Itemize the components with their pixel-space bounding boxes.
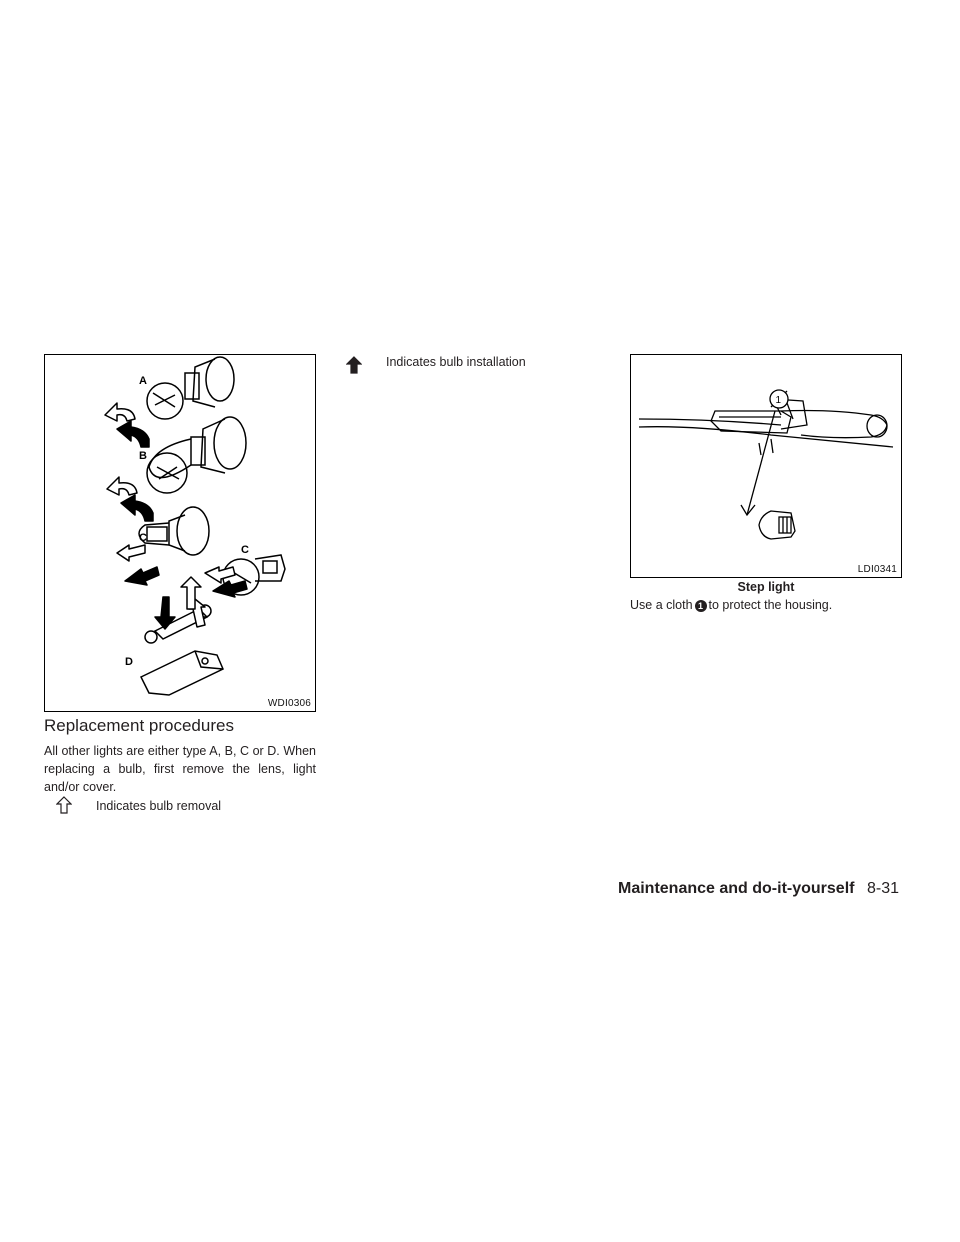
bulb-d-illustration (141, 605, 223, 695)
section-heading: Replacement procedures (44, 716, 234, 735)
step-light-figure (630, 354, 902, 578)
installation-text: Indicates bulb installation (386, 355, 526, 369)
figure-code-right: LDI0341 (857, 564, 897, 575)
figure-callout-1: 1 (775, 395, 782, 406)
installation-arrow-icon (346, 356, 362, 374)
figure-code: WDI0306 (267, 698, 311, 709)
removal-arrow-icon (56, 796, 72, 814)
callout-1-icon: 1 (695, 600, 707, 612)
bulb-types-figure (44, 354, 316, 712)
label-a: A (139, 375, 147, 387)
step-light-text (630, 596, 832, 614)
step-light-text-before: Use a cloth (630, 598, 693, 612)
removal-text: Indicates bulb removal (96, 799, 222, 813)
label-b: B (139, 450, 147, 462)
bulb-b-illustration (147, 417, 246, 493)
replacement-body: All other lights are either type A, B, C or D. When replacing a bulb, first remove the lens, light and/or cover. (44, 744, 316, 794)
label-c-right: C (241, 544, 249, 556)
label-d: D (125, 656, 133, 668)
bulb-a-illustration (147, 357, 234, 419)
footer-section-title: Maintenance and do-it-yourself (618, 880, 855, 897)
step-light-illustration (631, 355, 903, 579)
figure-caption: Step light (737, 580, 795, 594)
step-light-text-after: to protect the housing. (708, 598, 833, 612)
footer-page-number: 8-31 (867, 880, 900, 897)
label-c-left: C (139, 532, 147, 544)
bulb-types-illustration (45, 355, 317, 713)
